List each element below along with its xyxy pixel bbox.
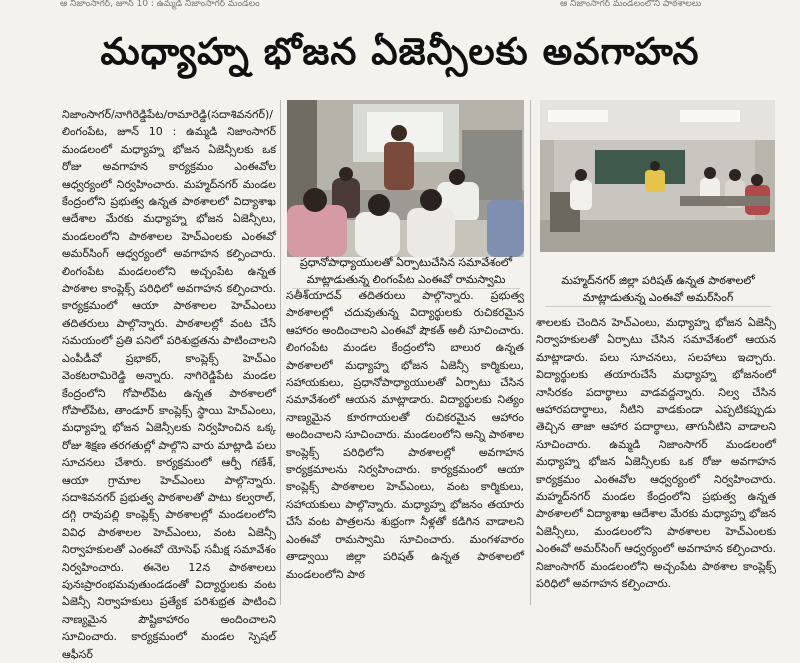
article-column-1 — [62, 106, 276, 661]
classroom-photo-mahammadnagar — [540, 100, 775, 252]
previous-story-strip — [0, 0, 800, 14]
column-divider — [530, 100, 531, 605]
classroom-photo-mahammadnagar-image — [540, 100, 775, 252]
article-column-3 — [536, 314, 776, 603]
meeting-photo-lingampet — [287, 100, 524, 257]
column-divider — [280, 100, 281, 605]
top-strip-right: ఆ నిజాంసాగర్ మండలంలోని పాఠశాలలు — [560, 0, 702, 9]
top-strip-left: ఆ నిజాంసాగర్, జూన్ 10 : ఉమ్మడి నిజాంసాగర్ మండలం — [60, 0, 260, 9]
photo-caption-1: ప్రధానోపాధ్యాయులతో ఏర్పాటుచేసిన సమావేశంలో మాట్లాడుతున్న లింగంపేట ఎంఈవో రామస్వామి — [292, 254, 520, 289]
article-column-2 — [286, 287, 524, 603]
photo-caption-2: మహ్మద్‌నగర్ జిల్లా పరిషత్ ఉన్నత పాఠశాలలో మాట్లాడుతున్న ఎంఈవో అమర్‌సింగ్ — [545, 272, 771, 307]
headline: మధ్యాహ్న భోజన ఏజెన్సీలకు అవగాహన — [100, 30, 700, 73]
column-1-text: నిజాంసాగర్/నాగిరెడ్డిపేట/రామారెడ్డి(సదాశివనగర్)/లింగంపేట, జూన్ 10 : ఉమ్మడి నిజాంసాగర్ మండలంలో మధ్యాహ్న భోజన ఏజెన్సీలకు ఒక రోజు అవగాహన కార్యక్రమం ఎంఈవోల ఆధ్వర్యంలో నిర్వహించారు. మహ్మద్‌నగర్ మండల కేంద్రంలోని ప్రభుత్వ ఉన్నత పాఠశాలలో విద్యాశాఖ ఆదేశాల మేరకు మధ్యాహ్న భోజన ఏజెన్సీలు, మండలంలోని పాఠశాలల హెచ్ఎంలకు ఎంఈవో అమర్‌సింగ్ ఆధ్వర్యంలో అవగాహన కల్పించారు. లింగంపేట మండలంలోని అచ్చంపేట ఉన్నత పాఠశాల కాంప్లెక్స్ పరిధిలో అవగాహన కల్పించారు. కార్యక్రమంలో ఆయా పాఠశాలల హెచ్ఎంలు తదితరులు పాల్గొన్నారు. పాఠశాలల్లో వంట చేసే సమయంలో ప్రతి పనిలో పరిశుభ్రతను పాటించాలని ఎంపీడీవో ప్రభాకర్, కాంప్లెక్స్ హెచ్ఎం వెంకటరామిరెడ్డి అన్నారు. నాగిరెడ్డిపేట మండల కేంద్రంలోని గోపాల్‌పేట ఉన్నత పాఠశాలలో గోపాల్‌పేట, తాండూర్ కాంప్లెక్స్ స్థాయి హెచ్ఎంలు, మధ్యాహ్న భోజన ఏజెన్సీలకు నిర్వహించిన ఒక్క రోజు శిక్షణ తరగతుల్లో పాల్గొని వారు మాట్లాడి పలు సూచనలు చేశారు. కార్యక్రమంలో ఆర్పీ గణేశ్, ఆయా గ్రామాల హెచ్ఎంలు పాల్గొన్నారు. సదాశివనగర్ ప్రభుత్వ పాఠశాలతో పాటు కల్వరాల్, దగ్గి రావుపల్లి కాంప్లెక్స్ పాఠశాలల్లో మండలంలోని వివిధ పాఠశాలల హెచ్ఎంలు, వంట ఏజెన్సీ నిర్వాహకులతో ఎంఈవో యోసెఫ్ సమీక్ష సమావేశం నిర్వహించారు. ఈనెల 12న పాఠశాలలు పునఃప్రారంభమవుతుండడంతో విద్యార్థులకు వంట ఏజెన్సీ నిర్వాహకులు ప్రత్యేక పరిశుభ్రత పాటించి నాణ్యమైన పౌష్టికాహారం అందించాలని సూచించారు. కార్యక్రమంలో మండల స్పెషల్ ఆఫీసర్ — [62, 108, 276, 661]
column-3-text: శాలలకు చెందిన హెచ్ఎంలు, మధ్యాహ్న భోజన ఏజెన్సీ నిర్వాహకులతో ఏర్పాటు చేసిన సమావేశంలో ఆయన మాట్లాడారు. పలు సూచనలు, సలహాలు ఇచ్చారు. విద్యార్థులకు తయారుచేసే మధ్యాహ్న భోజనంలో నాసిరకం పదార్థాలు వాడవద్దన్నారు. నిల్వ చేసిన ఆహారపదార్థాలు, నీటిని వాడకుండా ఎప్పటికప్పుడు తెచ్చిన తాజా ఆహార పదార్థాలు, తాగునీటిని వాడాలని సూచించారు. ఉమ్మడి నిజాంసాగర్ మండలంలో మధ్యాహ్న భోజన ఏజెన్సీలకు ఒక రోజు అవగాహన కార్యక్రమం ఎంఈవోల ఆధ్వర్యంలో నిర్వహించారు. మహ్మద్‌నగర్ మండల కేంద్రంలోని ప్రభుత్వ ఉన్నత పాఠశాలలో విద్యాశాఖ ఆదేశాల మేరకు మధ్యాహ్న భోజన ఏజెన్సీలు, మండలంలోని పాఠశాలల హెచ్ఎంలకు ఎంఈవో అమర్‌సింగ్ ఆధ్వర్యంలో అవగాహన కల్పించారు. నిజాంసాగర్ మండలంలోని అచ్చంపేట పాఠశాల కాంప్లెక్స్ పరిధిలో అవగాహన కల్పించారు. — [536, 316, 776, 591]
column-2-text: సతీశ్‌యాదవ్ తదితరులు పాల్గొన్నారు. ప్రభుత్వ పాఠశాలల్లో చదువుతున్న విద్యార్థులకు రుచికరమైన ఆహారం అందించాలని ఎంఈవో షౌకత్ అలీ సూచించారు. లింగంపేట మండల కేంద్రంలోని బాలుర ఉన్నత పాఠశాలలో మధ్యాహ్న భోజన ఏజెన్సీ కార్మికులు, సహాయకులు, ప్రధానోపాధ్యాయులతో ఏర్పాటు చేసిన సమావేశంలో ఆయన మాట్లాడారు. విద్యార్థులకు నిత్యం నాణ్యమైన కూరగాయలతో రుచికరమైన ఆహారం అందించాలని సూచించారు. మండలంలోని అన్ని పాఠశాల కాంప్లెక్స్ పరిధిలోని పాఠశాలల్లో అవగాహన కార్యక్రమాలను నిర్వహించారు. కార్యక్రమంలో ఆయా కాంప్లెక్స్ పాఠశాలల హెచ్ఎంలు, వంట కార్మికులు, సహాయకులు పాల్గొన్నారు. మధ్యాహ్న భోజనం తయారు చేసే వంట పాత్రలను శుభ్రంగా నీళ్లతో కడిగిన వాడాలని ఎంఈవో రామస్వామి సూచించారు. మంగళవారం తాడ్వాయి జిల్లా పరిషత్ ఉన్నత పాఠశాలలో మండలంలోని పాఠ — [286, 289, 524, 581]
meeting-photo-lingampet-image — [287, 100, 524, 257]
